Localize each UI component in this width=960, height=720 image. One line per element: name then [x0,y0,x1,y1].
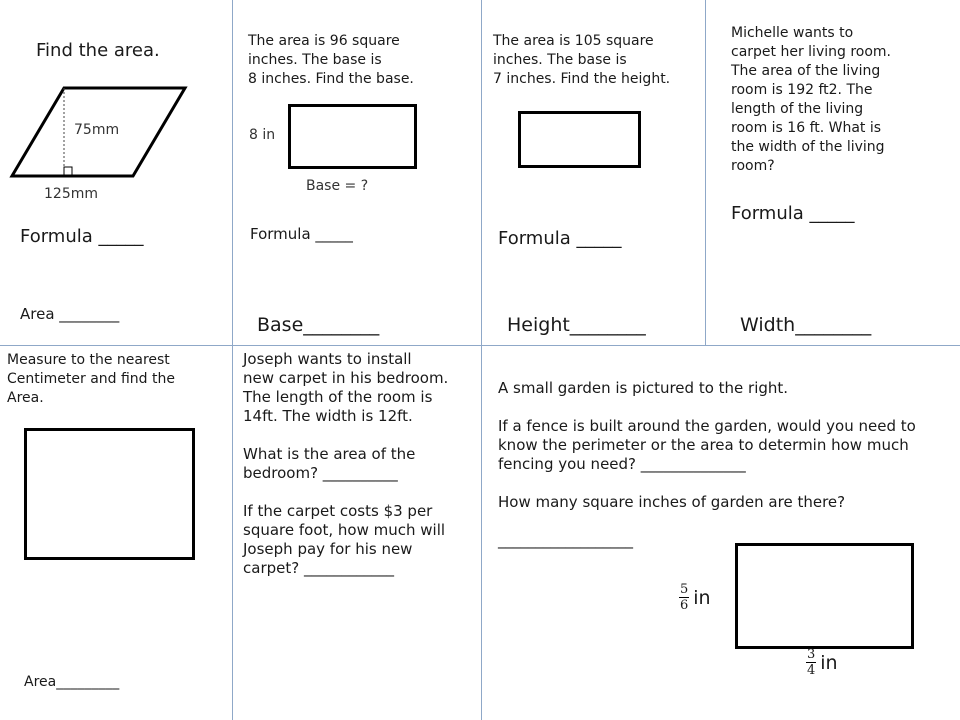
question-line: Joseph pay for his new [243,540,413,558]
cell2-formula: Formula _____ [250,225,353,243]
prompt-line: Centimeter and find the [7,371,175,387]
cell4-prompt [731,24,891,176]
side-unit: in [693,586,711,609]
prompt-line: inches. The base is [248,52,382,68]
question-line: If the carpet costs $3 per [243,502,433,520]
prompt-line: Joseph wants to install [243,350,412,368]
garden-bottom-label [806,647,838,678]
cell3-formula: Formula _____ [498,228,622,249]
prompt-line: Measure to the nearest [7,352,170,368]
question-line: How many square inches of garden are there? [498,493,846,511]
grid-divider-v2 [481,0,482,720]
question-line: bedroom? __________ [243,464,398,482]
prompt-line: The area of the living [731,63,881,79]
grid-divider-v1 [232,0,233,720]
cell1-title: Find the area. [36,40,160,61]
prompt-line: inches. The base is [493,52,627,68]
side-numerator: 5 [680,582,689,597]
prompt-line: The area is 96 square [248,33,400,49]
cell5-rectangle [24,428,195,560]
grid-divider-h [0,345,960,346]
prompt-line: room? [731,158,775,174]
prompt-line: new carpet in his bedroom. [243,369,449,387]
question-line: carpet? ____________ [243,559,394,577]
prompt-line: 7 inches. Find the height. [493,71,671,87]
cell6-prompt [243,350,448,578]
cell5-prompt [7,351,175,408]
prompt-line: length of the living [731,101,864,117]
cell3-rectangle [518,111,641,168]
prompt-line: room is 192 ft2. The [731,82,873,98]
side-denominator: 6 [680,598,689,613]
question-line: If a fence is built around the garden, would you need to [498,417,916,435]
bottom-numerator: 3 [807,647,816,662]
cell1-area: Area ________ [20,305,120,323]
cell4-answer: Width________ [740,314,872,336]
cell2-side-label: 8 in [249,127,276,143]
cell3-answer: Height________ [507,314,646,336]
cell2-answer: Base________ [257,314,380,336]
prompt-line: 8 inches. Find the base. [248,71,414,87]
cell5-answer: Area_________ [24,674,120,690]
question-line: know the perimeter or the area to determin how much [498,436,909,454]
cell1-formula: Formula _____ [20,226,144,247]
prompt-line: the width of the living [731,139,885,155]
answer-blank: __________________ [498,531,633,549]
prompt-line: The area is 105 square [493,33,654,49]
cell2-base-label: Base = ? [306,178,369,194]
question-line: square foot, how much will [243,521,446,539]
intro-line: A small garden is pictured to the right. [498,379,789,397]
prompt-line: Michelle wants to [731,25,854,41]
grid-divider-v3 [705,0,706,345]
question-line: What is the area of the [243,445,416,463]
base-label: 125mm [44,186,98,202]
garden-rectangle [735,543,914,649]
height-label: 75mm [74,122,120,138]
prompt-line: 14ft. The width is 12ft. [243,407,413,425]
parallelogram-diagram [0,80,200,200]
prompt-line: room is 16 ft. What is [731,120,882,136]
bottom-denominator: 4 [807,663,816,678]
cell4-formula: Formula _____ [731,203,855,224]
cell3-prompt [493,32,670,89]
cell7-prompt [498,379,916,550]
prompt-line: Area. [7,390,44,406]
question-line: fencing you need? ______________ [498,455,746,473]
prompt-line: The length of the room is [243,388,433,406]
garden-side-label [679,582,711,613]
cell2-prompt [248,32,414,89]
bottom-unit: in [820,651,838,674]
cell2-rectangle [288,104,417,169]
prompt-line: carpet her living room. [731,44,891,60]
